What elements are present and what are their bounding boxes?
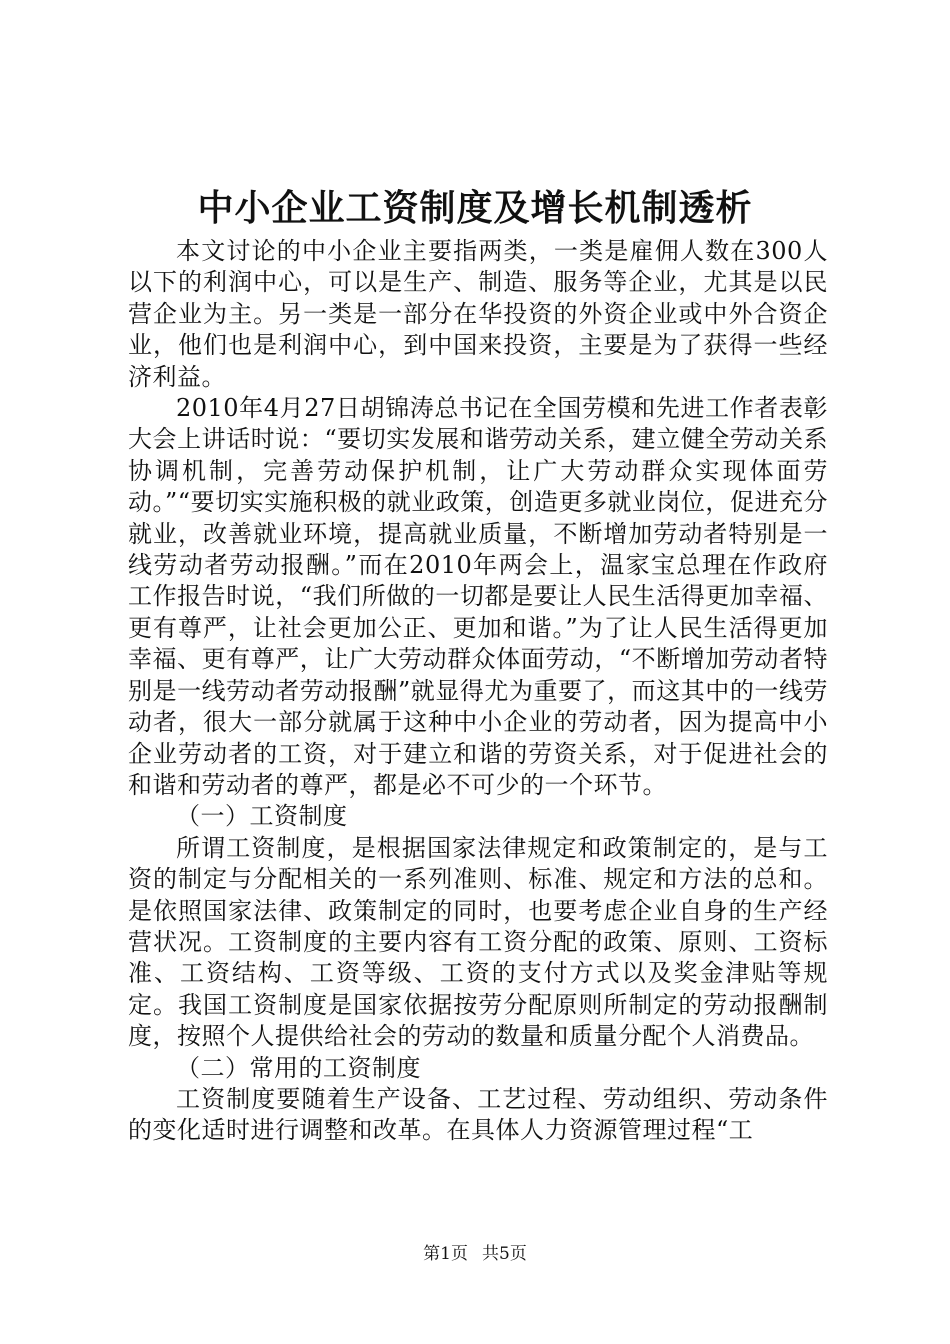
paragraph-common-wage-systems: 工资制度要随着生产设备、工艺过程、劳动组织、劳动条件的变化适时进行调整和改革。在具体人力资源管理过程“工 xyxy=(128,1084,828,1145)
paragraph-wage-system: 所谓工资制度，是根据国家法律规定和政策制定的，是与工资的制定与分配相关的一系列准则、标准、规定和方法的总和。是依照国家法律、政策制定的同时，也要考虑企业自身的生产经营状况。工资制度的主要内容有工资分配的政策、原则、工资标准、工资结构、工资等级、工资的支付方式以及奖金津贴等规定。我国工资制度是国家依据按劳分配原则所制定的劳动报酬制度，按照个人提供给社会的劳动的数量和质量分配个人消费品。 xyxy=(128,833,828,1051)
page-number: 第1页 xyxy=(423,1244,468,1264)
document-title: 中小企业工资制度及增长机制透析 xyxy=(197,187,753,229)
document-body xyxy=(128,236,828,1147)
page-footer xyxy=(0,1242,950,1266)
page-total: 共5页 xyxy=(482,1244,527,1264)
paragraph-speech: 2010年4月27日胡锦涛总书记在全国劳模和先进工作者表彰大会上讲话时说：“要切实发展和谐劳动关系，建立健全劳动关系协调机制，完善劳动保护机制，让广大劳动群众实现体面劳动。”“要切实实施积极的就业政策，创造更多就业岗位，促进充分就业，改善就业环境，提高就业质量，不断增加劳动者特别是一线劳动者劳动报酬。”而在2010年两会上，温家宝总理在作政府工作报告时说，“我们所做的一切都是要让人民生活得更加幸福、更有尊严，让社会更加公正、更加和谐。”为了让人民生活得更加幸福、更有尊严，让广大劳动群众体面劳动，“不断增加劳动者特别是一线劳动者劳动报酬”就显得尤为重要了，而这其中的一线劳动者，很大一部分就属于这种中小企业的劳动者，因为提高中小企业劳动者的工资，对于建立和谐的劳资关系，对于促进社会的和谐和劳动者的尊严，都是必不可少的一个环节。 xyxy=(128,394,828,799)
section-heading-common-wage-systems: （二）常用的工资制度 xyxy=(176,1053,421,1082)
paragraph-intro: 本文讨论的中小企业主要指两类，一类是雇佣人数在300人以下的利润中心，可以是生产、制造、服务等企业，尤其是以民营企业为主。另一类是一部分在华投资的外资企业或中外合资企业，他们也是利润中心，到中国来投资，主要是为了获得一些经济利益。 xyxy=(128,237,828,391)
section-heading-wage-system: （一）工资制度 xyxy=(176,802,348,831)
